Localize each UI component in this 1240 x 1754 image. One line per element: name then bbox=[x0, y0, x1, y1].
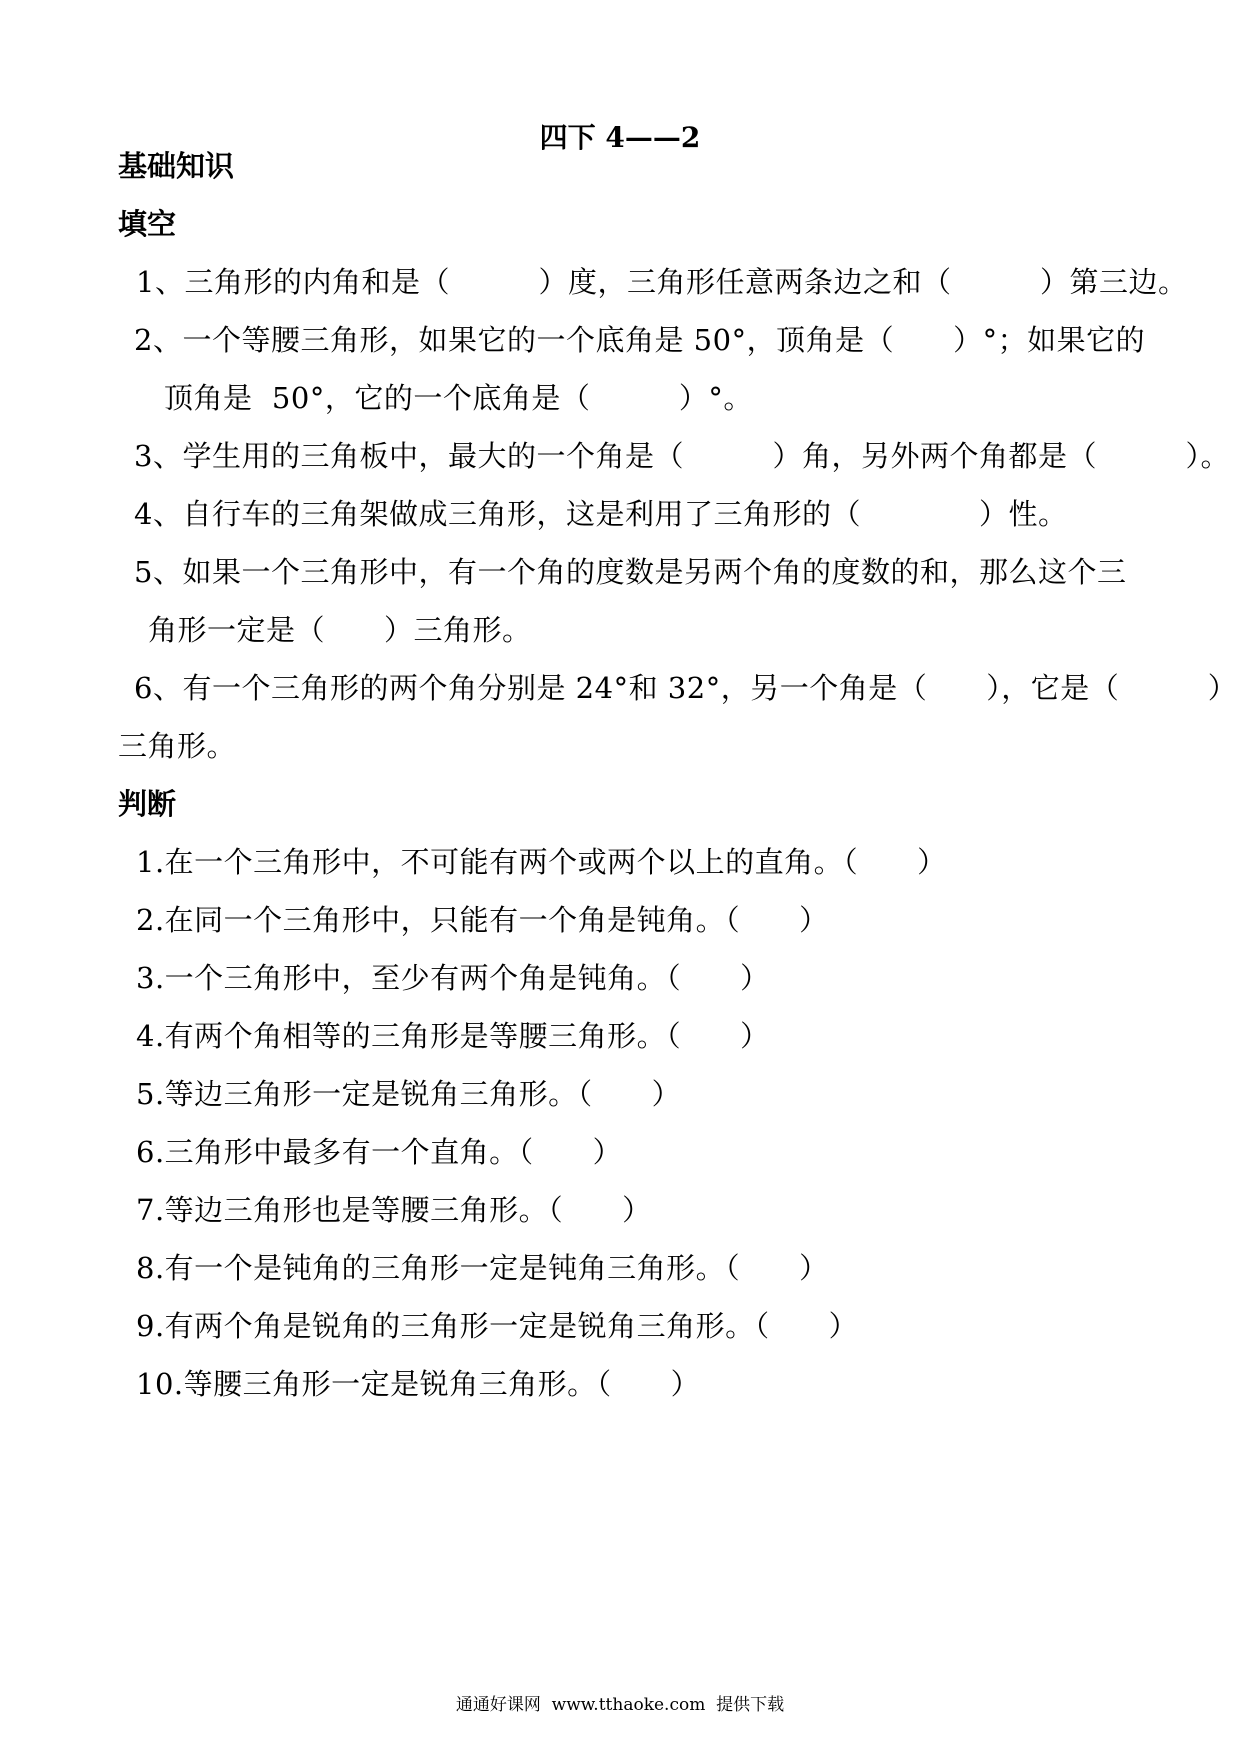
fill-question-2: 2、一个等腰三角形，如果它的一个底角是 50°，顶角是（ ）°；如果它的 bbox=[134, 323, 1146, 357]
fill-question-5: 5、如果一个三角形中，有一个角的度数是另两个角的度数的和，那么这个三 bbox=[134, 555, 1127, 589]
section-heading-basic: 基础知识 bbox=[118, 149, 235, 183]
section-heading-fill: 填空 bbox=[118, 207, 177, 241]
judge-question-9: 9.有两个角是锐角的三角形一定是锐角三角形。（ ） bbox=[136, 1309, 859, 1343]
judge-question-4: 4.有两个角相等的三角形是等腰三角形。（ ） bbox=[136, 1019, 770, 1053]
judge-question-10: 10.等腰三角形一定是锐角三角形。（ ） bbox=[136, 1367, 701, 1401]
section-heading-judge: 判断 bbox=[118, 787, 177, 821]
fill-question-2-cont: 顶角是 50°，它的一个底角是（ ）°。 bbox=[164, 381, 753, 415]
judge-question-6: 6.三角形中最多有一个直角。（ ） bbox=[136, 1135, 623, 1169]
fill-question-3: 3、学生用的三角板中，最大的一个角是（ ）角，另外两个角都是（ ）。 bbox=[134, 439, 1230, 473]
page-title: 四下 4——2 bbox=[539, 121, 701, 154]
fill-question-4: 4、自行车的三角架做成三角形，这是利用了三角形的（ ）性。 bbox=[134, 497, 1068, 531]
judge-question-8: 8.有一个是钝角的三角形一定是钝角三角形。（ ） bbox=[136, 1251, 829, 1285]
judge-question-5: 5.等边三角形一定是锐角三角形。（ ） bbox=[136, 1077, 682, 1111]
judge-question-2: 2.在同一个三角形中，只能有一个角是钝角。（ ） bbox=[136, 903, 829, 937]
fill-question-6: 6、有一个三角形的两个角分别是 24°和 32°，另一个角是（ ），它是（ ） bbox=[134, 671, 1238, 705]
fill-question-1: 1、三角形的内角和是（ ）度，三角形任意两条边之和（ ）第三边。 bbox=[136, 265, 1188, 299]
judge-question-1: 1.在一个三角形中，不可能有两个或两个以上的直角。（ ） bbox=[136, 845, 947, 879]
footer-credit: 通通好课网 www.tthaoke.com 提供下载 bbox=[455, 1695, 785, 1715]
fill-question-5-cont: 角形一定是（ ）三角形。 bbox=[148, 613, 532, 647]
judge-question-3: 3.一个三角形中，至少有两个角是钝角。（ ） bbox=[136, 961, 770, 995]
judge-question-7: 7.等边三角形也是等腰三角形。（ ） bbox=[136, 1193, 652, 1227]
fill-question-6-cont: 三角形。 bbox=[118, 729, 237, 763]
